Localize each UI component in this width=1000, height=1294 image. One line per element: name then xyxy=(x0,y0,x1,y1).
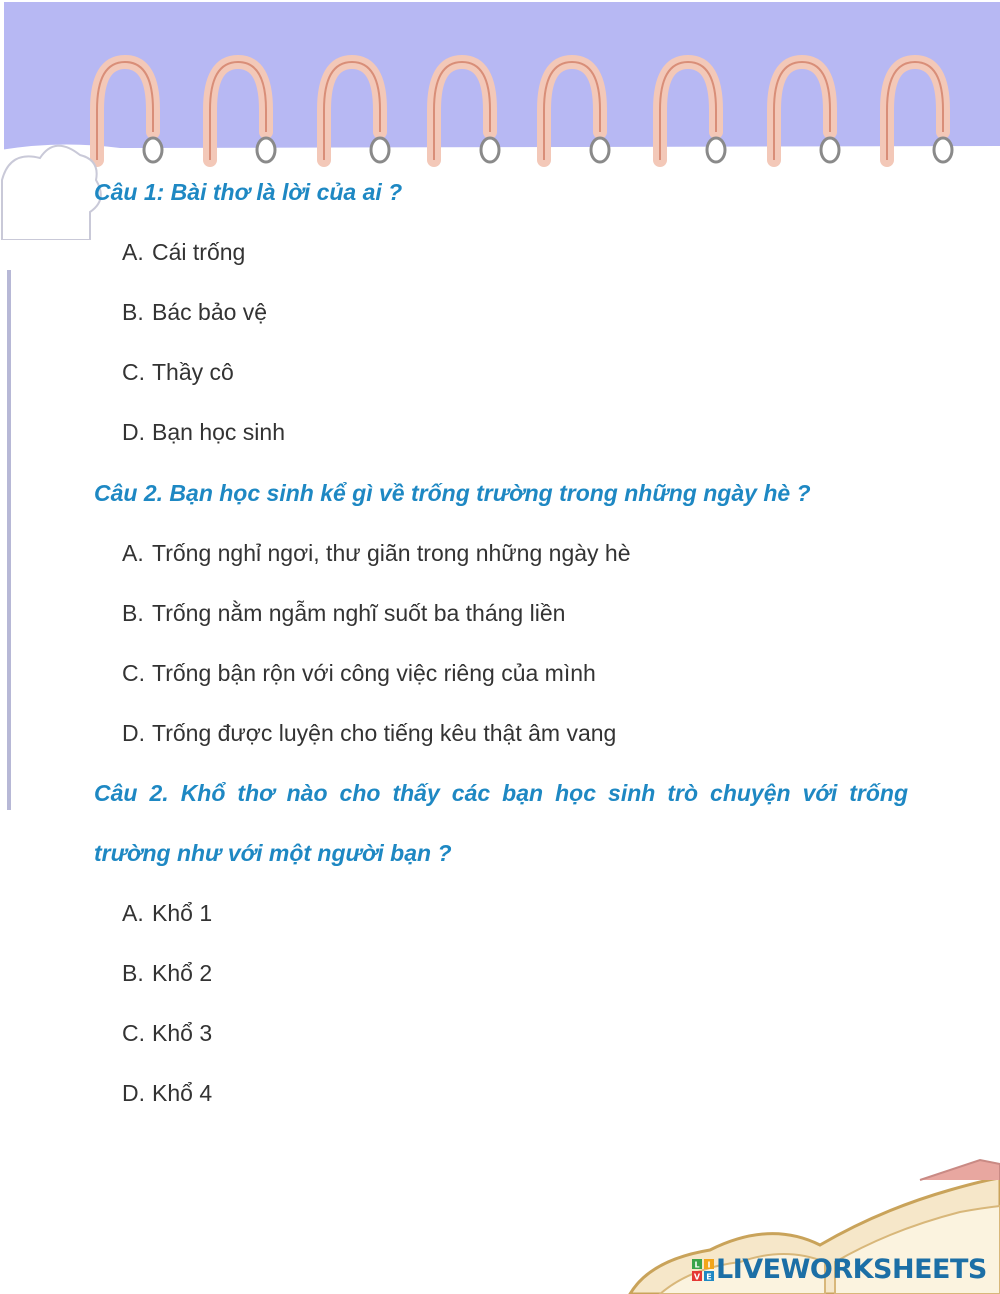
svg-text:E: E xyxy=(706,1272,712,1281)
option-text: Khổ 3 xyxy=(152,1020,213,1046)
svg-text:V: V xyxy=(693,1272,701,1281)
option-text: Khổ 1 xyxy=(152,900,213,926)
option-text: Trống bận rộn với công việc riêng của mình xyxy=(152,660,596,686)
option-text: Khổ 2 xyxy=(152,960,213,986)
q1-option-d[interactable] xyxy=(122,417,882,447)
option-letter: C. xyxy=(122,359,145,385)
spiral-hole xyxy=(821,138,839,162)
svg-text:L: L xyxy=(694,1260,700,1270)
page-edge-decoration xyxy=(2,270,16,810)
option-text: Thầy cô xyxy=(152,359,234,385)
question-1: Câu 1: Bài thơ là lời của ai ? xyxy=(94,179,403,205)
option-letter: C. xyxy=(122,1020,145,1046)
option-letter: C. xyxy=(122,660,145,686)
spiral-hole xyxy=(371,138,389,162)
liveworksheets-logo xyxy=(692,1252,987,1288)
option-letter: A. xyxy=(122,239,144,265)
q1-option-b[interactable] xyxy=(122,297,882,327)
option-text: Bạn học sinh xyxy=(152,419,285,445)
logo-text: LIVEWORKSHEETS xyxy=(716,1254,987,1285)
option-text: Trống được luyện cho tiếng kêu thật âm vang xyxy=(152,720,617,746)
q3-option-c[interactable] xyxy=(122,1018,882,1048)
q2-option-b[interactable] xyxy=(122,598,882,628)
svg-text:I: I xyxy=(707,1260,711,1270)
option-letter: D. xyxy=(122,720,145,746)
question-3: Câu 2. Khổ thơ nào cho thấy các bạn học sinh trò chuyện với trống trường như với một người bạn ? xyxy=(94,780,908,866)
option-letter: D. xyxy=(122,419,145,445)
option-letter: A. xyxy=(122,900,144,926)
spiral-hole xyxy=(707,138,725,162)
q3-option-a[interactable] xyxy=(122,898,882,928)
spiral-hole xyxy=(591,138,609,162)
option-letter: B. xyxy=(122,600,144,626)
q1-option-c[interactable] xyxy=(122,357,882,387)
option-letter: A. xyxy=(122,540,144,566)
spiral-hole xyxy=(257,138,275,162)
spiral-hole xyxy=(934,138,952,162)
option-letter: B. xyxy=(122,299,144,325)
q2-option-a[interactable] xyxy=(122,538,882,568)
q3-option-b[interactable] xyxy=(122,958,882,988)
option-text: Cái trống xyxy=(152,239,246,265)
q2-option-d[interactable] xyxy=(122,718,882,748)
option-text: Trống nghỉ ngơi, thư giãn trong những ngày hè xyxy=(152,540,631,566)
spiral-hole xyxy=(481,138,499,162)
option-text: Trống nằm ngẫm nghĩ suốt ba tháng liền xyxy=(152,600,566,626)
q1-option-a[interactable] xyxy=(122,237,882,267)
liveworksheets-logo-mark-icon xyxy=(692,1259,714,1281)
option-text: Bác bảo vệ xyxy=(152,299,268,325)
q2-option-c[interactable] xyxy=(122,658,882,688)
option-text: Khổ 4 xyxy=(152,1080,213,1106)
option-letter: D. xyxy=(122,1080,145,1106)
option-letter: B. xyxy=(122,960,144,986)
spiral-hole xyxy=(144,138,162,162)
question-2: Câu 2. Bạn học sinh kể gì về trống trường trong những ngày hè ? xyxy=(94,480,811,506)
q3-option-d[interactable] xyxy=(122,1078,882,1108)
